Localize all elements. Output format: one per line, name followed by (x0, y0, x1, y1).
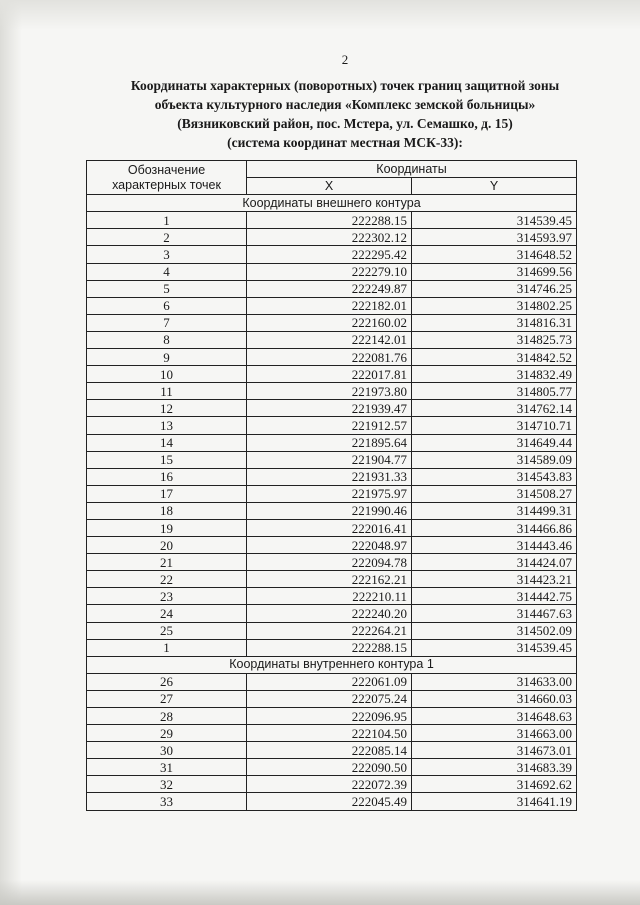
point-number-cell: 23 (87, 588, 247, 605)
header-point-designation (87, 161, 247, 195)
y-coordinate-cell: 314683.39 (412, 759, 577, 776)
y-coordinate-cell: 314499.31 (412, 502, 577, 519)
x-coordinate-cell: 222279.10 (247, 263, 412, 280)
x-coordinate-cell: 222085.14 (247, 742, 412, 759)
table-row (87, 400, 577, 417)
point-number-cell: 11 (87, 383, 247, 400)
point-number-cell: 5 (87, 280, 247, 297)
x-coordinate-cell: 222302.12 (247, 229, 412, 246)
x-coordinate-cell: 221912.57 (247, 417, 412, 434)
y-coordinate-cell: 314746.25 (412, 280, 577, 297)
table-row (87, 366, 577, 383)
x-coordinate-cell: 222045.49 (247, 793, 412, 810)
table-row (87, 725, 577, 742)
table-row (87, 229, 577, 246)
document-title (80, 76, 610, 152)
y-coordinate-cell: 314673.01 (412, 742, 577, 759)
y-coordinate-cell: 314641.19 (412, 793, 577, 810)
y-coordinate-cell: 314762.14 (412, 400, 577, 417)
point-number-cell: 32 (87, 776, 247, 793)
point-number-cell: 33 (87, 793, 247, 810)
y-coordinate-cell: 314423.21 (412, 571, 577, 588)
x-coordinate-cell: 221895.64 (247, 434, 412, 451)
y-coordinate-cell: 314543.83 (412, 468, 577, 485)
y-coordinate-cell: 314648.63 (412, 708, 577, 725)
table-header-row (87, 161, 577, 178)
y-coordinate-cell: 314443.46 (412, 537, 577, 554)
y-coordinate-cell: 314802.25 (412, 297, 577, 314)
header-name-line: Обозначение (127, 162, 206, 177)
x-coordinate-cell: 222096.95 (247, 708, 412, 725)
header-x: X (247, 178, 412, 195)
point-number-cell: 22 (87, 571, 247, 588)
table-row (87, 588, 577, 605)
scan-edge-top (0, 0, 640, 30)
table-row (87, 639, 577, 656)
table-row (87, 571, 577, 588)
point-number-cell: 10 (87, 366, 247, 383)
point-number-cell: 24 (87, 605, 247, 622)
point-number-cell: 25 (87, 622, 247, 639)
title-line: Координаты характерных (поворотных) точек границ защитной зоны (130, 78, 560, 93)
table-row (87, 776, 577, 793)
table-row (87, 331, 577, 348)
point-number-cell: 19 (87, 519, 247, 536)
header-y: Y (412, 178, 577, 195)
x-coordinate-cell: 222160.02 (247, 314, 412, 331)
scan-edge-left (0, 0, 22, 905)
x-coordinate-cell: 222142.01 (247, 331, 412, 348)
x-coordinate-cell: 222072.39 (247, 776, 412, 793)
title-line: (система координат местная МСК-33): (227, 135, 463, 150)
x-coordinate-cell: 221931.33 (247, 468, 412, 485)
x-coordinate-cell: 222016.41 (247, 519, 412, 536)
x-coordinate-cell: 222061.09 (247, 673, 412, 690)
x-coordinate-cell: 222288.15 (247, 639, 412, 656)
point-number-cell: 12 (87, 400, 247, 417)
point-number-cell: 17 (87, 485, 247, 502)
point-number-cell: 13 (87, 417, 247, 434)
x-coordinate-cell: 222081.76 (247, 349, 412, 366)
y-coordinate-cell: 314633.00 (412, 673, 577, 690)
y-coordinate-cell: 314424.07 (412, 554, 577, 571)
table-row (87, 690, 577, 707)
x-coordinate-cell: 222048.97 (247, 537, 412, 554)
section-row-outer (87, 195, 577, 212)
header-name-line: характерных точек (112, 177, 221, 192)
table-row (87, 519, 577, 536)
y-coordinate-cell: 314710.71 (412, 417, 577, 434)
point-number-cell: 14 (87, 434, 247, 451)
section-row-inner (87, 656, 577, 673)
point-number-cell: 6 (87, 297, 247, 314)
x-coordinate-cell: 222094.78 (247, 554, 412, 571)
table-row (87, 434, 577, 451)
table-row (87, 314, 577, 331)
title-line: объекта культурного наследия «Комплекс земской больницы» (154, 97, 536, 112)
x-coordinate-cell: 222075.24 (247, 690, 412, 707)
point-number-cell: 28 (87, 708, 247, 725)
x-coordinate-cell: 222295.42 (247, 246, 412, 263)
table-row (87, 212, 577, 229)
table-row (87, 451, 577, 468)
table-row (87, 708, 577, 725)
table-row (87, 759, 577, 776)
point-number-cell: 15 (87, 451, 247, 468)
point-number-cell: 1 (87, 639, 247, 656)
point-number-cell: 4 (87, 263, 247, 280)
table-row (87, 349, 577, 366)
x-coordinate-cell: 222240.20 (247, 605, 412, 622)
section-title-outer: Координаты внешнего контура (87, 195, 577, 212)
scan-edge-bottom (0, 880, 640, 905)
table-row (87, 673, 577, 690)
point-number-cell: 21 (87, 554, 247, 571)
point-number-cell: 1 (87, 212, 247, 229)
x-coordinate-cell: 222210.11 (247, 588, 412, 605)
page-number: 2 (341, 52, 349, 67)
x-coordinate-cell: 222249.87 (247, 280, 412, 297)
x-coordinate-cell: 221973.80 (247, 383, 412, 400)
point-number-cell: 20 (87, 537, 247, 554)
x-coordinate-cell: 222090.50 (247, 759, 412, 776)
point-number-cell: 2 (87, 229, 247, 246)
x-coordinate-cell: 221990.46 (247, 502, 412, 519)
x-coordinate-cell: 222182.01 (247, 297, 412, 314)
point-number-cell: 8 (87, 331, 247, 348)
y-coordinate-cell: 314832.49 (412, 366, 577, 383)
point-number-cell: 16 (87, 468, 247, 485)
table-row (87, 297, 577, 314)
table-row (87, 468, 577, 485)
header-coordinates: Координаты (247, 161, 577, 178)
x-coordinate-cell: 222104.50 (247, 725, 412, 742)
table-row (87, 793, 577, 810)
x-coordinate-cell: 221975.97 (247, 485, 412, 502)
x-coordinate-cell: 222162.21 (247, 571, 412, 588)
table-row (87, 537, 577, 554)
y-coordinate-cell: 314442.75 (412, 588, 577, 605)
y-coordinate-cell: 314649.44 (412, 434, 577, 451)
point-number-cell: 18 (87, 502, 247, 519)
point-number-cell: 9 (87, 349, 247, 366)
table-body (87, 195, 577, 810)
point-number-cell: 29 (87, 725, 247, 742)
y-coordinate-cell: 314842.52 (412, 349, 577, 366)
y-coordinate-cell: 314589.09 (412, 451, 577, 468)
y-coordinate-cell: 314805.77 (412, 383, 577, 400)
y-coordinate-cell: 314816.31 (412, 314, 577, 331)
point-number-cell: 27 (87, 690, 247, 707)
table-row (87, 485, 577, 502)
y-coordinate-cell: 314502.09 (412, 622, 577, 639)
point-number-cell: 31 (87, 759, 247, 776)
y-coordinate-cell: 314467.63 (412, 605, 577, 622)
point-number-cell: 30 (87, 742, 247, 759)
table-row (87, 280, 577, 297)
y-coordinate-cell: 314692.62 (412, 776, 577, 793)
table-row (87, 263, 577, 280)
y-coordinate-cell: 314663.00 (412, 725, 577, 742)
y-coordinate-cell: 314699.56 (412, 263, 577, 280)
table-row (87, 554, 577, 571)
x-coordinate-cell: 222264.21 (247, 622, 412, 639)
table-row (87, 383, 577, 400)
y-coordinate-cell: 314648.52 (412, 246, 577, 263)
table-row (87, 246, 577, 263)
table-row (87, 502, 577, 519)
point-number-cell: 26 (87, 673, 247, 690)
title-line: (Вязниковский район, пос. Мстера, ул. Семашко, д. 15) (177, 116, 513, 131)
point-number-cell: 3 (87, 246, 247, 263)
coordinates-table (86, 160, 577, 811)
y-coordinate-cell: 314539.45 (412, 212, 577, 229)
y-coordinate-cell: 314508.27 (412, 485, 577, 502)
y-coordinate-cell: 314825.73 (412, 331, 577, 348)
table-row (87, 417, 577, 434)
y-coordinate-cell: 314593.97 (412, 229, 577, 246)
x-coordinate-cell: 221904.77 (247, 451, 412, 468)
x-coordinate-cell: 222288.15 (247, 212, 412, 229)
table-row (87, 742, 577, 759)
table-row (87, 622, 577, 639)
table-row (87, 605, 577, 622)
section-title-inner: Координаты внутреннего контура 1 (87, 656, 577, 673)
y-coordinate-cell: 314466.86 (412, 519, 577, 536)
y-coordinate-cell: 314660.03 (412, 690, 577, 707)
y-coordinate-cell: 314539.45 (412, 639, 577, 656)
x-coordinate-cell: 221939.47 (247, 400, 412, 417)
x-coordinate-cell: 222017.81 (247, 366, 412, 383)
point-number-cell: 7 (87, 314, 247, 331)
